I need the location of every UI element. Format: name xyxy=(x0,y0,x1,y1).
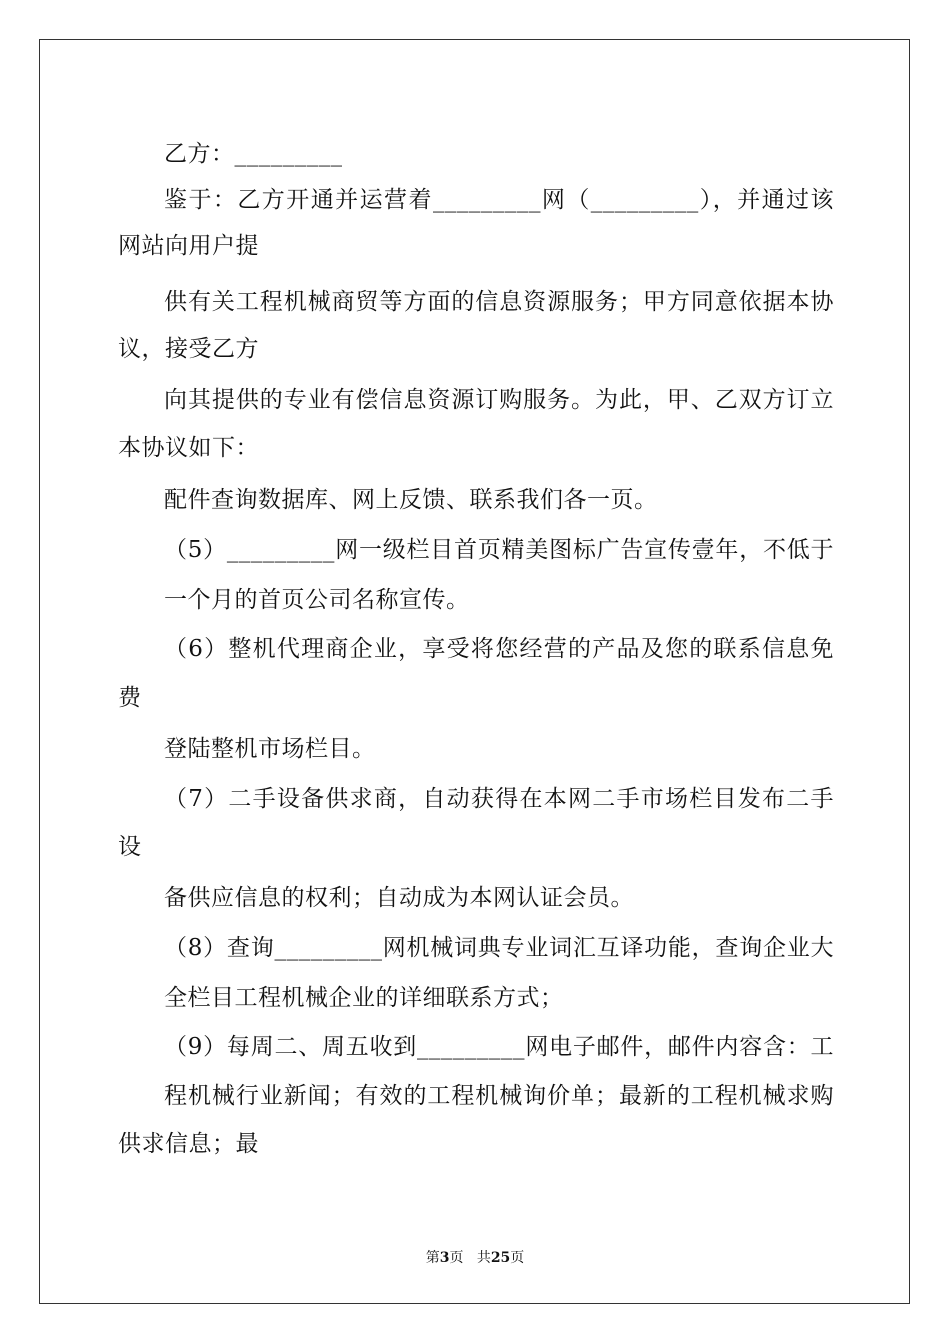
text-line: 登陆整机市场栏目。 xyxy=(164,736,376,762)
page-footer xyxy=(0,1247,950,1267)
text-line: 全栏目工程机械企业的详细联系方式； xyxy=(164,985,564,1011)
text-line: 议，接受乙方 xyxy=(118,336,259,362)
text-line: 本协议如下： xyxy=(118,435,259,461)
text-line: （6）整机代理商企业，享受将您经营的产品及您的联系信息免 xyxy=(164,636,834,662)
text-line: 配件查询数据库、网上反馈、联系我们各一页。 xyxy=(164,487,658,513)
text-line: 鉴于：乙方开通并运营着_________网（_________），并通过该 xyxy=(164,187,834,213)
text-line: 程机械行业新闻；有效的工程机械询价单；最新的工程机械求购 xyxy=(164,1083,834,1109)
text-line: （9）每周二、周五收到_________网电子邮件，邮件内容含：工 xyxy=(164,1034,834,1060)
text-line: 网站向用户提 xyxy=(118,233,259,259)
text-line: 备供应信息的权利；自动成为本网认证会员。 xyxy=(164,885,634,911)
text-line: （5）_________网一级栏目首页精美图标广告宣传壹年，不低于 xyxy=(164,537,834,563)
text-line: 供有关工程机械商贸等方面的信息资源服务；甲方同意依据本协 xyxy=(164,289,834,315)
text-line: （7）二手设备供求商，自动获得在本网二手市场栏目发布二手 xyxy=(164,786,834,812)
text-line: 供求信息；最 xyxy=(118,1131,259,1157)
text-line: 一个月的首页公司名称宣传。 xyxy=(164,587,470,613)
text-line: （8）查询_________网机械词典专业词汇互译功能，查询企业大 xyxy=(164,935,834,961)
total-suffix: 页 xyxy=(510,1250,525,1266)
page-border xyxy=(39,39,910,1304)
page-suffix: 页 xyxy=(449,1250,464,1266)
text-line: 费 xyxy=(118,685,142,711)
text-line: 乙方：_________ xyxy=(164,141,343,167)
page-prefix: 第 xyxy=(425,1250,440,1266)
page-number: 3 xyxy=(439,1250,450,1266)
text-line: 向其提供的专业有偿信息资源订购服务。为此，甲、乙双方订立 xyxy=(164,387,834,413)
text-line: 设 xyxy=(118,834,142,860)
total-prefix: 共 xyxy=(476,1250,491,1266)
total-pages: 25 xyxy=(490,1250,511,1266)
